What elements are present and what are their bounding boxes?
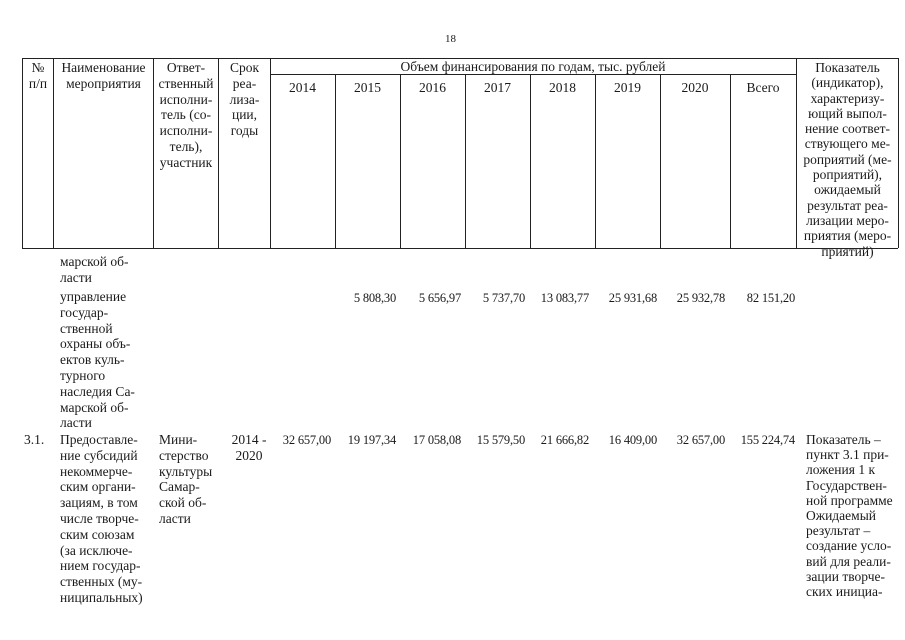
value-2018: 21 666,82 [540,433,589,447]
header-funding: Объем финансирования по годам, тыс. рублей [400,59,666,74]
header-responsible: Ответ- ственный исполни- тель (со- исполни- тель), участник [158,60,214,170]
row-indicator: Показатель – пункт 3.1 при- ложения 1 к Государствен- ной программе Ожидаемый результат – создание усло- вий для реали- зации творче- ских инициа- [806,432,893,600]
value-2020: 32 657,00 [676,433,725,447]
row-continued-name: марской об- ласти [60,254,129,285]
value-2019: 25 931,68 [608,291,657,305]
value-2015: 19 197,34 [347,433,396,447]
value-2020: 25 932,78 [676,291,725,305]
row-responsible: Мини- стерство культуры Самар- ской об- ласти [159,432,213,526]
year-2019: 2019 [614,80,641,95]
header-name: Наименование мероприятия [61,60,146,91]
year-2016: 2016 [419,80,446,95]
header-indicator: Показатель (индикатор), характеризу- ющий выпол- нение соответ- ствующего ме- роприятий (ме- роприятий), ожидаемый результат реа- лизации меро- приятия (меро- приятий) [803,60,892,259]
header-term: Срок реа- лиза- ции, годы [229,60,260,139]
year-total: Всего [746,80,780,95]
year-2018: 2018 [549,80,576,95]
year-2020: 2020 [681,80,709,95]
header-num: № п/п [28,60,48,91]
year-2017: 2017 [484,80,511,95]
row-name: управление государ- ственной охраны объ- ектов куль- турного наследия Са- марской об- ласти [60,289,135,431]
value-2018: 13 083,77 [540,291,589,305]
value-2015: 5 808,30 [353,291,396,305]
row-name: Предоставле- ние субсидий некоммерче- ским органи- зациям, в том числе творче- ским союзам (за исключе- нием государ- ственных (му- ниципальных) [60,432,143,605]
value-2016: 17 058,08 [412,433,461,447]
year-2015: 2015 [354,80,381,95]
row-number: 3.1. [24,432,45,447]
value-2017: 5 737,70 [482,291,525,305]
value-2016: 5 656,97 [418,291,461,305]
value-total: 82 151,20 [746,291,795,305]
value-total: 155 224,74 [740,433,795,447]
value-2017: 15 579,50 [476,433,525,447]
value-2019: 16 409,00 [608,433,657,447]
row-term: 2014 - 2020 [231,432,267,463]
page-number: 18 [445,33,456,45]
year-2014: 2014 [289,80,316,95]
value-2014: 32 657,00 [282,433,331,447]
